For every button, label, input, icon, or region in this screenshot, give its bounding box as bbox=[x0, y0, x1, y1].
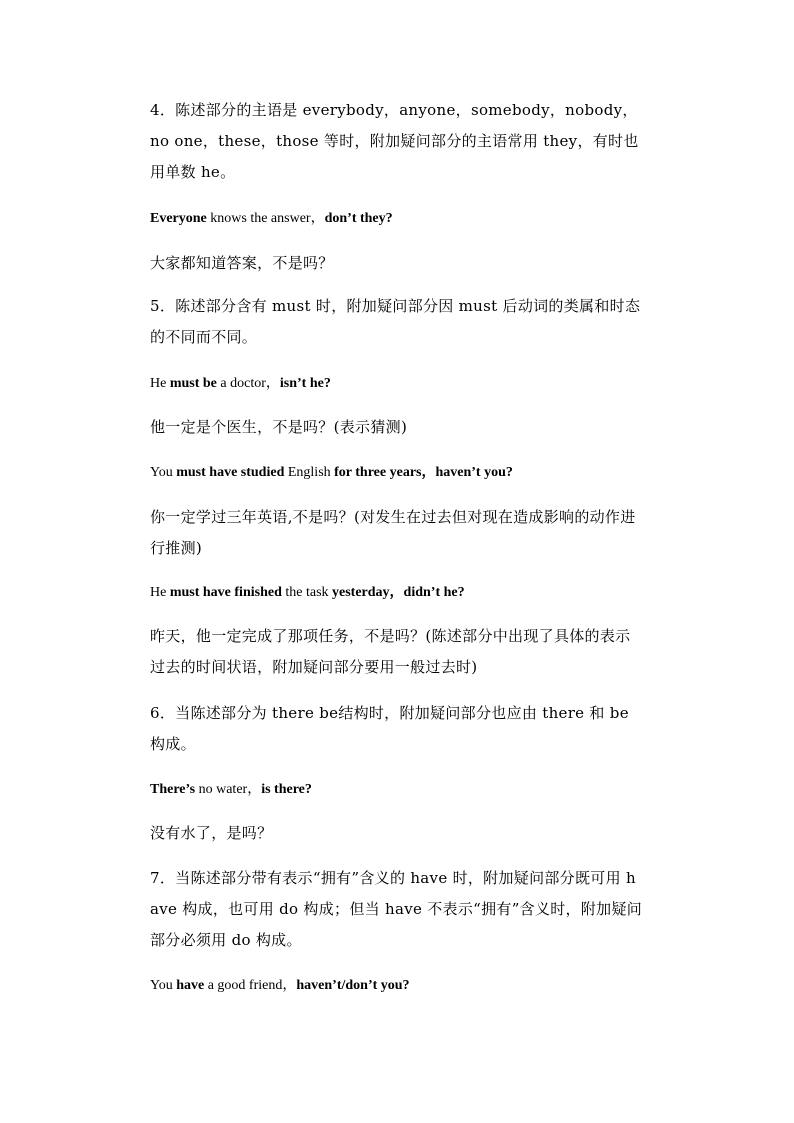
example-1-subject: Everyone bbox=[150, 211, 207, 226]
example-2-tag: isn’t he? bbox=[279, 376, 331, 391]
example-1-chinese: 大家都知道答案，不是吗？ bbox=[150, 254, 334, 272]
example-1-english bbox=[150, 203, 645, 234]
example-2-modal: must be bbox=[169, 376, 217, 391]
example-3-english bbox=[150, 457, 645, 488]
example-4-chinese: 昨天，他一定完成了那项任务，不是吗？(陈述部分中出现了具体的表示过去的时间状语，附加疑问部分要用一般过去时) bbox=[150, 627, 631, 676]
example-4-object: the task bbox=[281, 585, 333, 600]
example-2-object: a doctor， bbox=[216, 376, 280, 391]
rule-7-text: 7．当陈述部分带有表示“拥有”含义的 have 时，附加疑问部分既可用 have 构成，也可用 do 构成；但当 have 不表示“拥有”含义时，附加疑问部分必须用 do 构成。 bbox=[150, 869, 643, 949]
rule-6-text: 6．当陈述部分为 there be结构时，附加疑问部分也应由 there 和 be 构成。 bbox=[150, 704, 629, 753]
example-4-english bbox=[150, 577, 645, 608]
example-5-subject: There’s bbox=[150, 782, 196, 797]
example-3-modal: must have studied bbox=[176, 465, 285, 480]
example-6-subject: You bbox=[150, 978, 177, 993]
example-3-object: English bbox=[284, 465, 335, 480]
example-1-tag: don’t they? bbox=[324, 211, 393, 226]
example-4-modal: must have finished bbox=[169, 585, 282, 600]
example-3-chinese: 你一定学过三年英语,不是吗？(对发生在过去但对现在造成影响的动作进行推测) bbox=[150, 508, 636, 557]
example-5-chinese: 没有水了，是吗？ bbox=[150, 824, 273, 842]
example-2-english bbox=[150, 368, 645, 399]
rule-4-text: 4．陈述部分的主语是 everybody，anyone，somebody，nobody，no one，these，those 等时，附加疑问部分的主语常用 they，有时也用单数 he。 bbox=[150, 101, 639, 181]
example-5-english bbox=[150, 774, 645, 805]
example-3-tag: for three years，haven’t you? bbox=[334, 465, 513, 480]
example-6-english bbox=[150, 970, 645, 1001]
example-1-predicate: knows the answer， bbox=[206, 211, 325, 226]
example-4-tag: yesterday，didn’t he? bbox=[332, 585, 465, 600]
rule-5-text: 5．陈述部分含有 must 时，附加疑问部分因 must 后动词的类属和时态的不同而不同。 bbox=[150, 297, 641, 346]
example-6-tag: haven’t/don’t you? bbox=[296, 978, 410, 993]
example-6-object: a good friend， bbox=[204, 978, 297, 993]
example-2-chinese: 他一定是个医生，不是吗？(表示猜测) bbox=[150, 418, 408, 436]
example-5-object: no water， bbox=[195, 782, 262, 797]
example-4-subject: He bbox=[150, 585, 170, 600]
example-5-tag: is there? bbox=[261, 782, 312, 797]
example-3-subject: You bbox=[150, 465, 177, 480]
example-2-subject: He bbox=[150, 376, 170, 391]
example-6-verb: have bbox=[176, 978, 205, 993]
